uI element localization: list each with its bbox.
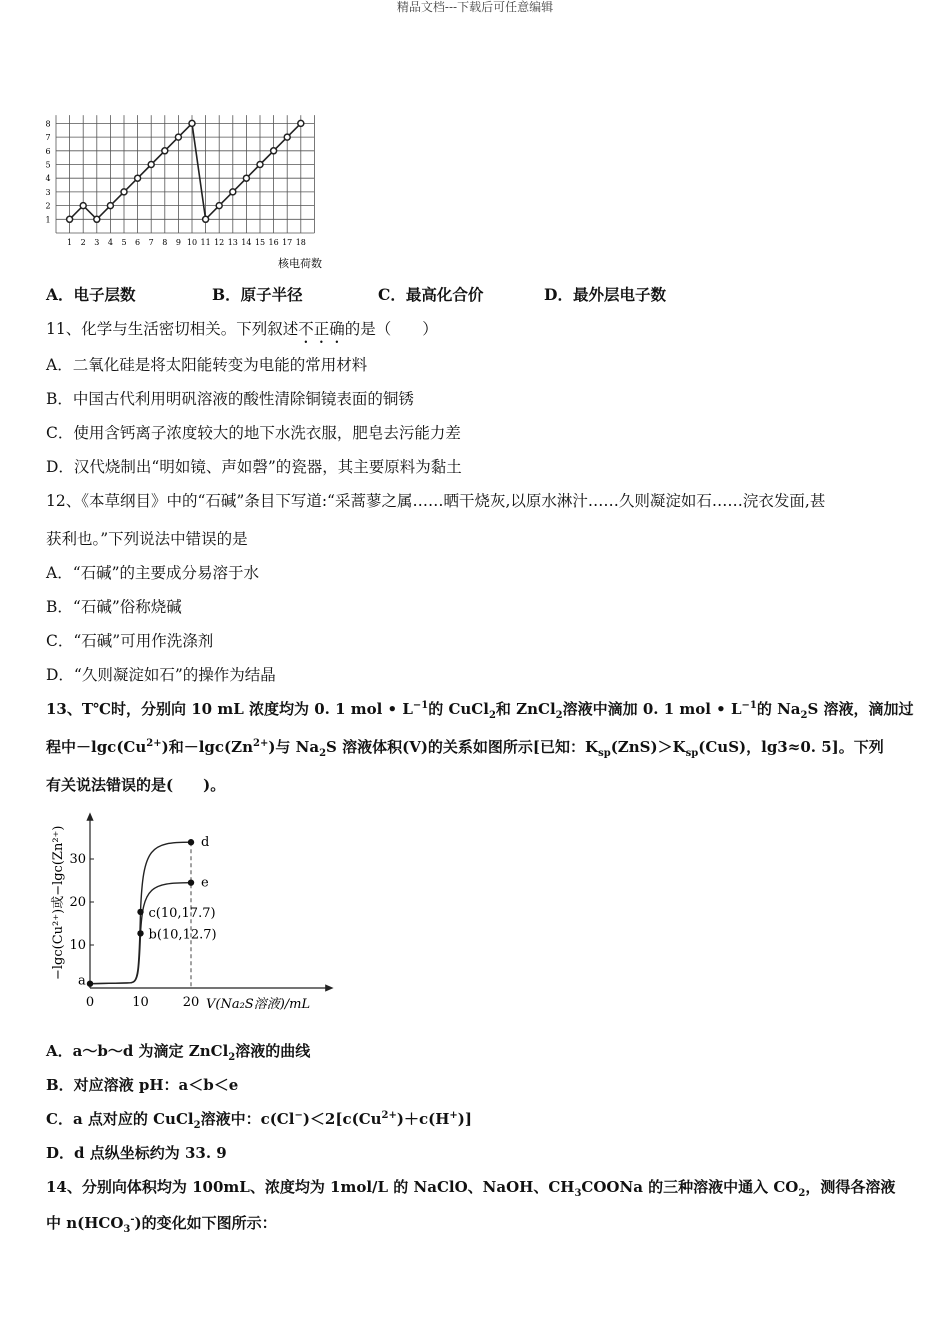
q12-option-a[interactable]: A．“石碱”的主要成分易溶于水: [46, 564, 260, 582]
chart1-x-tick: 18: [295, 238, 306, 247]
chart1-point: [148, 162, 154, 168]
q13-stem-line1: 13、T℃时，分别向 10 mL 浓度均为 0. 1 mol • $L^{-1}$的 CuCl$_2$和 ZnCl$_2$溶液中滴加 0. 1 mol • $L^{-1}$的 $Na_2S$ 溶液，滴加过: [46, 700, 914, 721]
chart1-x-tick: 9: [175, 238, 181, 247]
chart1-series-line: [70, 123, 301, 219]
chart2-point-label-b: b(10,12.7): [148, 927, 217, 943]
chart1-point: [243, 175, 249, 181]
chart1-x-tick: 13: [227, 238, 238, 247]
chart1-x-tick: 2: [80, 238, 86, 247]
chart2-point-label-d: d: [201, 835, 210, 851]
chart2-point-e: [188, 879, 194, 885]
q13-option-c[interactable]: C．a 点对应的 CuCl$_2$溶液中：$c(Cl^-)<2[c(Cu^{2+})+c(H^+)]$: [46, 1110, 472, 1131]
q11-option-c[interactable]: C．使用含钙离子浓度较大的地下水洗衣服，肥皂去污能力差: [46, 424, 461, 442]
chart1-point: [271, 148, 277, 154]
chart1-x-tick: 8: [162, 238, 168, 247]
q10-option-b[interactable]: B．原子半径: [212, 285, 303, 304]
chart1-x-tick: 7: [148, 238, 154, 247]
q13-option-a[interactable]: A．a～b～d 为滴定 ZnCl$_2$溶液的曲线: [46, 1042, 311, 1063]
chart1-x-tick: 10: [186, 238, 198, 247]
q11-option-a[interactable]: A．二氧化硅是将太阳能转变为电能的常用材料: [46, 356, 368, 374]
chart2-y-tick: 10: [69, 938, 86, 953]
chart2-point-label-e: e: [201, 875, 209, 891]
chart1-y-tick: 3: [45, 187, 51, 197]
periodic-chart: [40, 105, 322, 275]
chart1-point: [257, 162, 263, 168]
q12-option-b[interactable]: B．“石碱”俗称烧碱: [46, 598, 182, 616]
chart1-grid: [56, 115, 314, 233]
chart1-y-tick: 7: [45, 133, 51, 143]
q14-stem-line2: 中 $n(HCO_3^-)$的变化如下图所示：: [46, 1214, 277, 1235]
chart2-point-a: [87, 981, 93, 987]
q14-stem-line1: 14、分别向体积均为 100mL、浓度均为 1mol/L 的 NaClO、NaOH、$CH_3COONa$ 的三种溶液中通入 $CO_2$，测得各溶液: [46, 1178, 896, 1199]
chart1-point: [80, 203, 86, 209]
chart1-point: [230, 189, 236, 195]
chart1-x-tick: 4: [107, 238, 113, 247]
chart1-xlabel: 核电荷数: [278, 257, 322, 270]
chart1-point: [107, 203, 113, 209]
chart1-y-tick: 8: [45, 119, 51, 129]
chart1-y-tick: 5: [45, 160, 51, 170]
q12-option-d[interactable]: D．“久则凝淀如石”的操作为结晶: [46, 666, 276, 684]
chart1-point: [94, 216, 100, 222]
chart1-x-tick: 17: [282, 238, 293, 247]
chart1-y-tick: 6: [45, 146, 51, 156]
q11-stem: 11、化学与生活密切相关。下列叙述不正确的是（ ）: [46, 320, 438, 338]
chart2-point-d: [188, 839, 194, 845]
chart1-x-tick: 5: [121, 238, 127, 247]
q13-option-d[interactable]: D．d 点纵坐标约为 33. 9: [46, 1144, 227, 1162]
chart1-point: [162, 148, 168, 154]
chart1-y-tick: 1: [45, 215, 51, 225]
chart1-x-tick: 11: [200, 238, 211, 247]
chart2-y-tick: 20: [69, 895, 86, 910]
chart2-x-tick: 10: [132, 995, 149, 1010]
q10-options: [46, 284, 666, 306]
q13-option-b[interactable]: B．对应溶液 pH：a＜b＜e: [46, 1076, 239, 1094]
chart1-x-tick: 6: [135, 238, 141, 247]
chart2-x-tick: 0: [85, 995, 95, 1010]
chart2-y-tick: 30: [69, 852, 86, 867]
chart1-point: [135, 175, 141, 181]
chart1-y-tick: 4: [45, 174, 51, 184]
q10-option-c[interactable]: C．最高化合价: [378, 285, 484, 304]
chart2-point-b: [137, 930, 143, 936]
chart2-point-label-a: a: [78, 973, 86, 989]
q12-option-c[interactable]: C．“石碱”可用作洗涤剂: [46, 632, 214, 650]
chart2-ylabel: −lgc(Cu²⁺)或−lgc(Zn²⁺): [51, 825, 66, 980]
chart1-x-tick: 16: [268, 238, 279, 247]
chart1-point: [175, 134, 181, 140]
chart1-y-tick: 2: [45, 201, 51, 211]
q12-stem-line2: 获利也。”下列说法中错误的是: [46, 530, 248, 548]
q11-option-d[interactable]: D．汉代烧制出“明如镜、声如磬”的瓷器，其主要原料为黏土: [46, 458, 462, 476]
chart1-point: [189, 120, 195, 126]
chart1-x-tick: 14: [241, 238, 252, 247]
q11-option-b[interactable]: B．中国古代利用明矾溶液的酸性清除铜镜表面的铜锈: [46, 390, 414, 408]
chart1-point: [121, 189, 127, 195]
chart2-point-label-c: c(10,17.7): [148, 905, 216, 921]
chart1-x-tick: 1: [67, 238, 73, 247]
chart1-point: [67, 216, 73, 222]
page-header: 精品文档---下载后可任意编辑: [396, 0, 554, 14]
chart2-point-c: [137, 909, 143, 915]
chart1-point: [284, 134, 290, 140]
q11-emphasis: 不正确: [298, 320, 345, 338]
q12-stem-line1: 12、《本草纲目》中的“石碱”条目下写道:“采蒿蓼之属……晒干烧灰,以原水淋汁……久则凝淀如石……浣衣发面,甚: [46, 492, 826, 510]
q13-stem-line3: 有关说法错误的是( )。: [46, 776, 226, 794]
chart1-point: [298, 120, 304, 126]
chart1-point: [216, 203, 222, 209]
chart1-point: [203, 216, 209, 222]
chart1-x-tick: 15: [254, 238, 266, 247]
chart2-x-tick: 20: [182, 995, 200, 1010]
q10-option-a[interactable]: A．电子层数: [46, 285, 136, 304]
q10-option-d[interactable]: D．最外层电子数: [544, 285, 666, 304]
titration-chart: [40, 812, 340, 1027]
chart1-x-tick: 12: [214, 238, 225, 247]
q13-stem-line2: 程中$-\lg c(Cu^{2+})$和$-\lg c(Zn^{2+})$与 $Na_2S$ 溶液体积(V)的关系如图所示[已知：$K_{sp}(ZnS)>K_{sp}(CuS)$，lg3≈0. 5]。下列: [46, 738, 884, 759]
chart2-xlabel: V(Na₂S溶液)/mL: [206, 997, 311, 1012]
chart1-x-tick: 3: [94, 238, 100, 247]
